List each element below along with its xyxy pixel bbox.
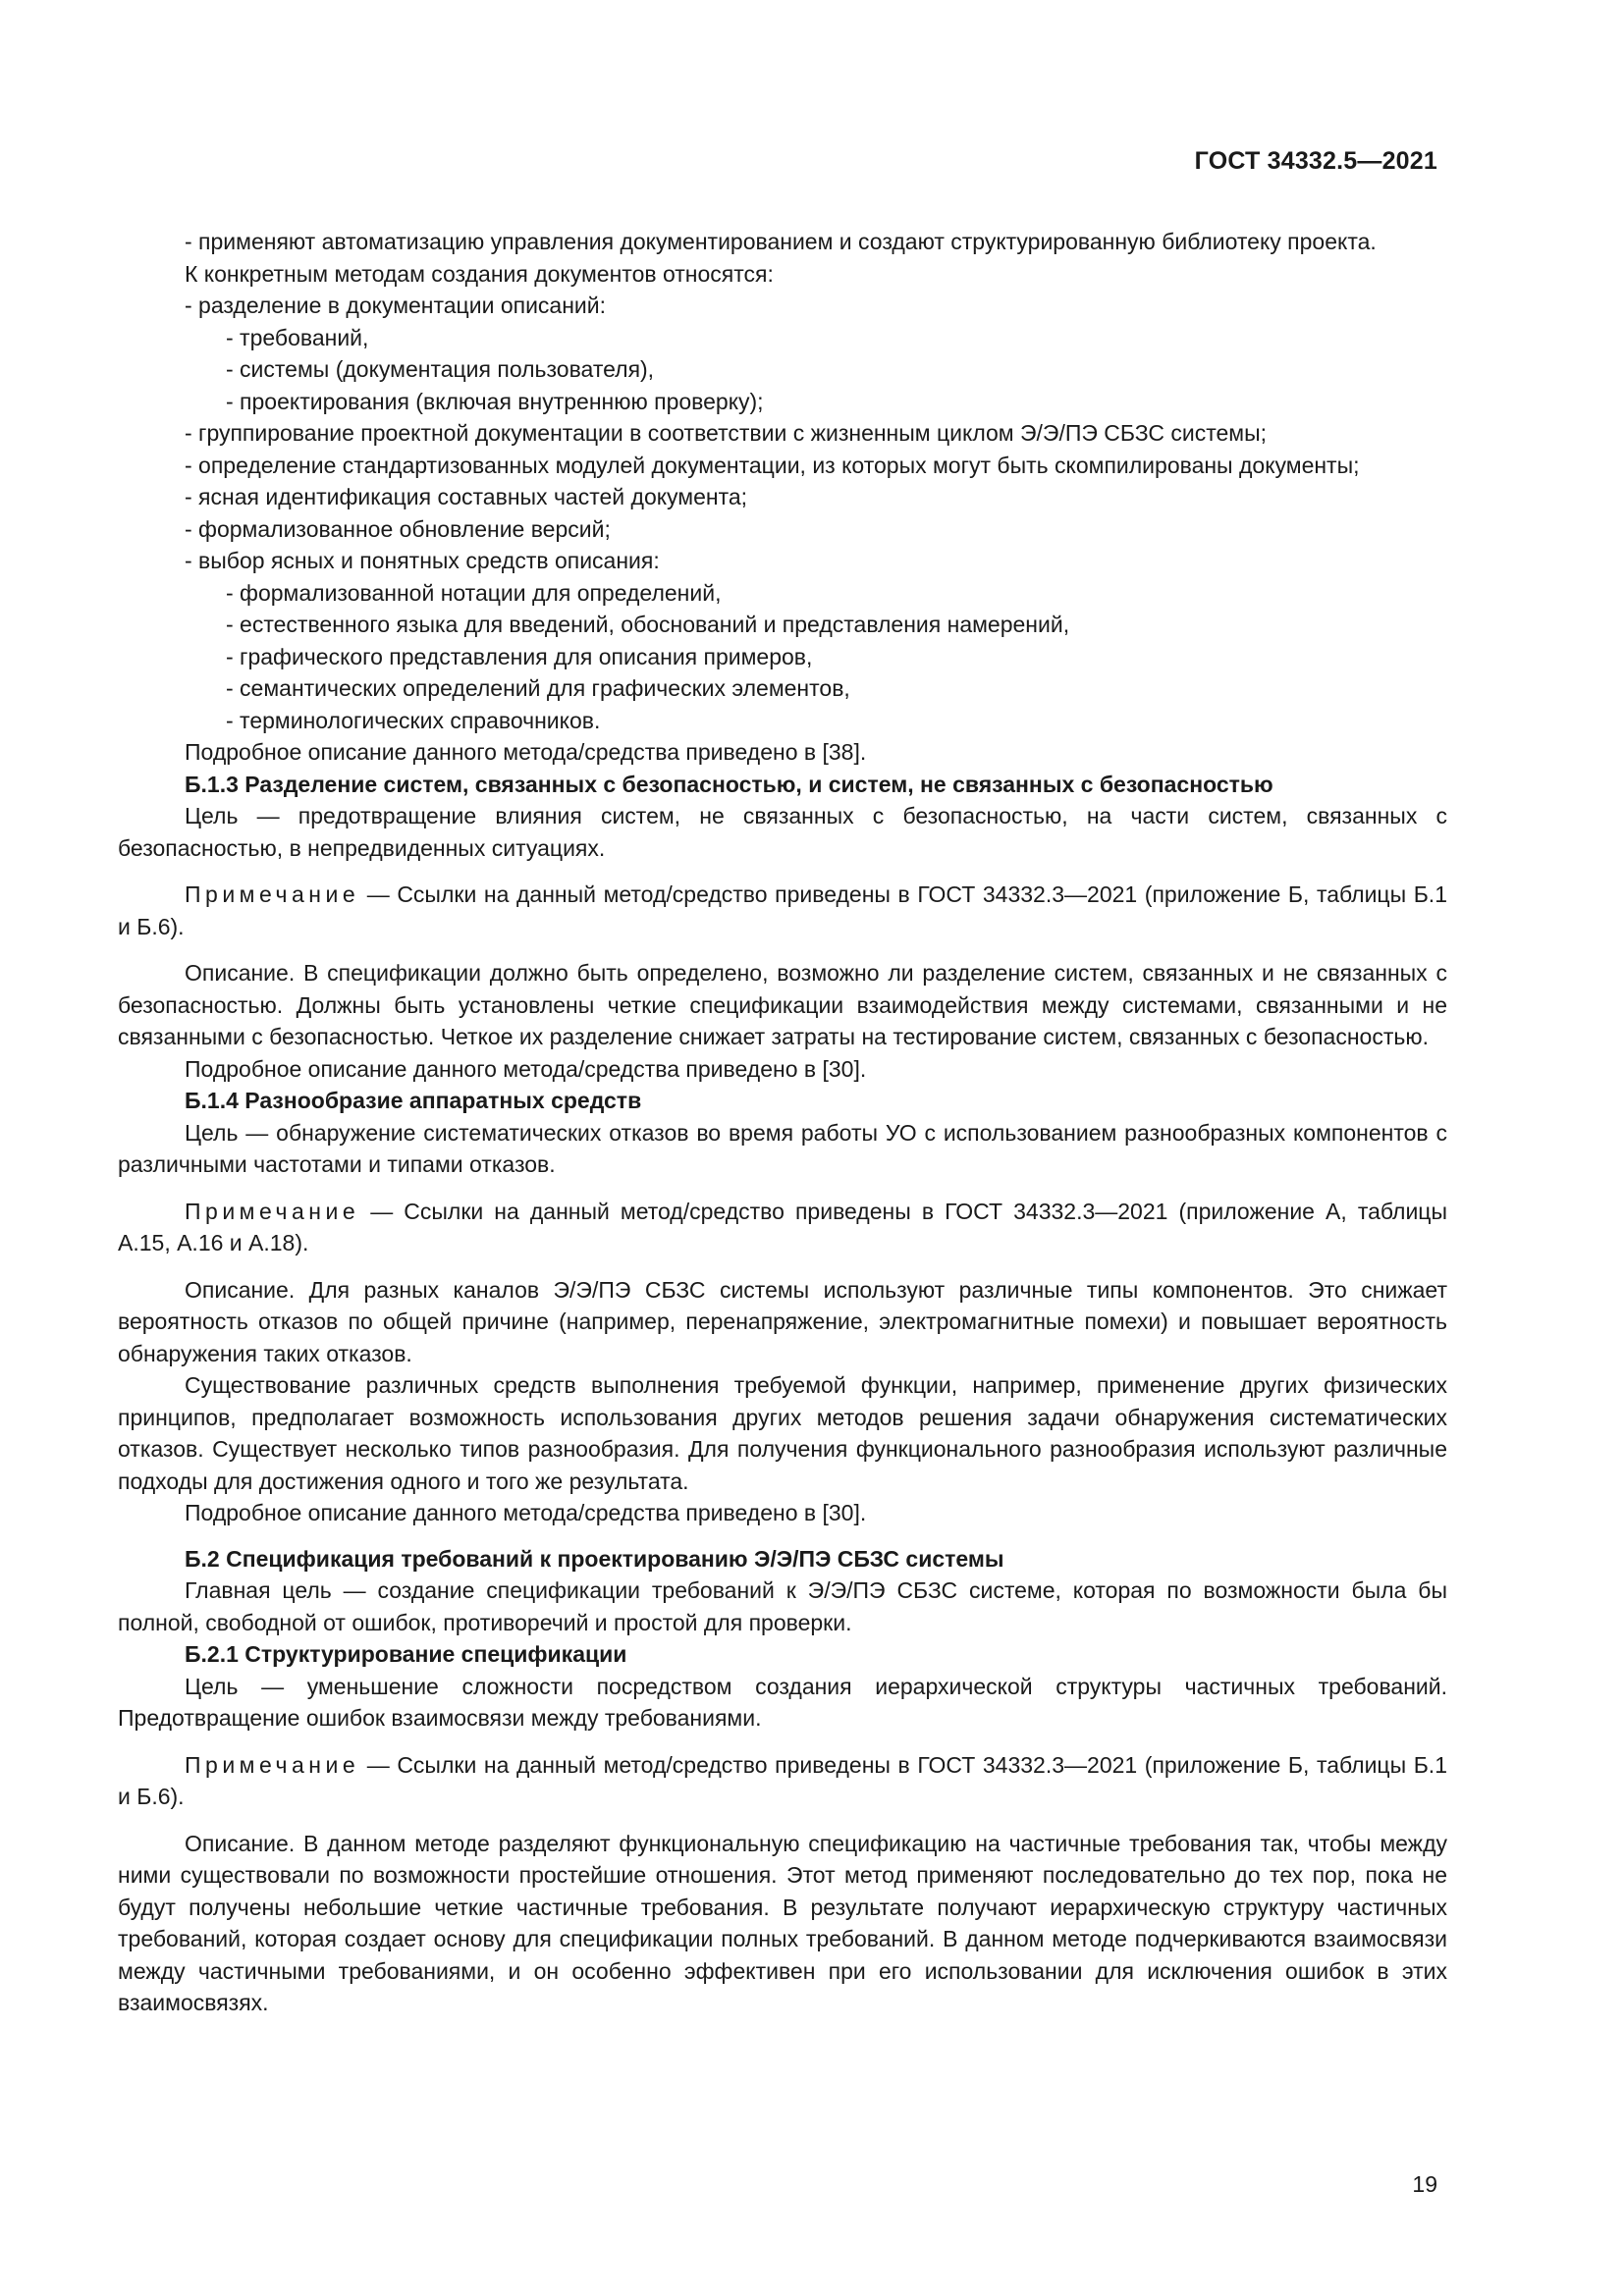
paragraph (118, 800, 1447, 864)
note-label: Примечание (185, 881, 360, 907)
paragraph (118, 322, 1447, 354)
section-heading (118, 1638, 1447, 1671)
paragraph-text: - определение стандартизованных модулей документации, из которых могут быть скомпилированы документы; (185, 452, 1360, 478)
paragraph-text: К конкретным методам создания документов относятся: (185, 260, 774, 287)
paragraph-text: - группирование проектной документации в соответствии с жизненным циклом Э/Э/ПЭ СБЗС системы; (185, 420, 1268, 446)
paragraph (118, 226, 1447, 258)
section-heading (118, 769, 1447, 801)
paragraph-text: - терминологических справочников. (226, 707, 601, 733)
paragraph-text: - естественного языка для введений, обоснований и представления намерений, (226, 612, 1070, 637)
paragraph (118, 545, 1447, 577)
paragraph-text: - выбор ясных и понятных средств описания: (185, 548, 660, 573)
note-label: Примечание (185, 1751, 360, 1778)
paragraph-text: - разделение в документации описаний: (185, 293, 606, 318)
section-heading (118, 1543, 1447, 1575)
note-paragraph (118, 1749, 1447, 1813)
paragraph-text: Существование различных средств выполнения требуемой функции, например, применение других физических принципов, предполагает возможность использования других методов решения задачи обнаружения систематических отказов. Существует несколько типов разнообразия. Для получения функционального разнообразия используют различные подходы для достижения одного и того же результата. (118, 1372, 1447, 1494)
paragraph (118, 1117, 1447, 1181)
paragraph (118, 258, 1447, 291)
paragraph (118, 1274, 1447, 1370)
note-paragraph (118, 879, 1447, 942)
paragraph (118, 577, 1447, 610)
paragraph-text: - формализованное обновление версий; (185, 515, 611, 542)
paragraph-text: Б.2.1 Структурирование спецификации (185, 1641, 627, 1667)
paragraph (118, 736, 1447, 769)
paragraph (118, 1497, 1447, 1529)
paragraph (118, 290, 1447, 322)
paragraph-text: Подробное описание данного метода/средства приведено в [30]. (185, 1055, 867, 1082)
document-header: ГОСТ 34332.5—2021 (1194, 147, 1437, 175)
paragraph-text: - проектирования (включая внутреннюю проверку); (226, 388, 764, 414)
paragraph-text: Описание. Для разных каналов Э/Э/ПЭ СБЗС системы используют различные типы компонентов. Это снижает вероятность отказов по общей причине (например, перенапряжение, электромагнитные помехи) и повышает вероятность обнаружения таких отказов. (118, 1276, 1447, 1366)
paragraph-text: Подробное описание данного метода/средства приведено в [30]. (185, 1500, 867, 1525)
paragraph (118, 641, 1447, 673)
paragraph-text: — Ссылки на данный метод/средство приведены в ГОСТ 34332.3—2021 (приложение А, таблицы А.15, А.16 и А.18). (118, 1198, 1447, 1255)
paragraph (118, 513, 1447, 546)
paragraph (118, 957, 1447, 1053)
paragraph-text: Подробное описание данного метода/средства приведено в [38]. (185, 739, 867, 765)
paragraph-text: - системы (документация пользователя), (226, 356, 655, 382)
paragraph-text: - ясная идентификация составных частей документа; (185, 484, 748, 509)
paragraph-text: — Ссылки на данный метод/средство приведены в ГОСТ 34332.3—2021 (приложение Б, таблицы Б.1 и Б.6). (118, 1751, 1447, 1809)
paragraph (118, 450, 1447, 482)
paragraph-text: - применяют автоматизацию управления документированием и создают структурированную библиотеку проекта. (185, 229, 1377, 254)
page-number: 19 (1412, 2171, 1437, 2197)
paragraph-text: Б.1.3 Разделение систем, связанных с безопасностью, и систем, не связанных с безопасностью (185, 771, 1273, 797)
note-paragraph (118, 1196, 1447, 1259)
paragraph-text: - формализованной нотации для определений, (226, 579, 722, 606)
paragraph-text: Главная цель — создание спецификации требований к Э/Э/ПЭ СБЗС системе, которая по возможности была бы полной, свободной от ошибок, противоречий и простой для проверки. (118, 1577, 1447, 1635)
paragraph-text: Цель — уменьшение сложности посредством создания иерархической структуры частичных требований. Предотвращение ошибок взаимосвязи между требованиями. (118, 1673, 1447, 1731)
paragraph (118, 1828, 1447, 2019)
paragraph-text: Описание. В спецификации должно быть определено, возможно ли разделение систем, связанных и не связанных с безопасностью. Должны быть установлены четкие спецификации взаимодействия между системами, связанными и не связанными с безопасностью. Четкое их разделение снижает затраты на тестирование систем, связанных с безопасностью. (118, 960, 1447, 1049)
paragraph (118, 1053, 1447, 1086)
paragraph-text: - графического представления для описания примеров, (226, 643, 813, 669)
paragraph-text: - семантических определений для графических элементов, (226, 675, 850, 701)
paragraph (118, 481, 1447, 513)
paragraph (118, 417, 1447, 450)
paragraph-text: Б.1.4 Разнообразие аппаратных средств (185, 1088, 642, 1113)
paragraph-text: - требований, (226, 324, 369, 350)
paragraph (118, 1575, 1447, 1638)
note-label: Примечание (185, 1198, 360, 1224)
paragraph (118, 386, 1447, 418)
paragraph-text: Описание. В данном методе разделяют функциональную спецификацию на частичные требования так, чтобы между ними существовали по возможности простейшие отношения. Этот метод применяют последовательно до тех пор, пока не будут получены небольшие четкие частичные требования. В результате получают иерархическую структуру частичных требований, которая создает основу для спецификации полных требований. В данном методе подчеркиваются взаимосвязи между частичными требованиями, и он особенно эффективен при его использовании для исключения ошибок в этих взаимосвязях. (118, 1830, 1447, 2015)
paragraph (118, 353, 1447, 386)
paragraph (118, 1369, 1447, 1497)
paragraph (118, 609, 1447, 641)
paragraph (118, 705, 1447, 737)
paragraph (118, 672, 1447, 705)
section-heading (118, 1085, 1447, 1117)
paragraph-text: Цель — обнаружение систематических отказов во время работы УО с использованием разнообразных компонентов с различными частотами и типами отказов. (118, 1119, 1447, 1177)
paragraph-text: — Ссылки на данный метод/средство приведены в ГОСТ 34332.3—2021 (приложение Б, таблицы Б.1 и Б.6). (118, 881, 1447, 939)
paragraph-text: Б.2 Спецификация требований к проектированию Э/Э/ПЭ СБЗС системы (185, 1545, 1004, 1572)
paragraph-text: Цель — предотвращение влияния систем, не связанных с безопасностью, на части систем, связанных с безопасностью, в непредвиденных ситуациях. (118, 803, 1447, 861)
document-body (118, 226, 1447, 2019)
paragraph (118, 1671, 1447, 1735)
